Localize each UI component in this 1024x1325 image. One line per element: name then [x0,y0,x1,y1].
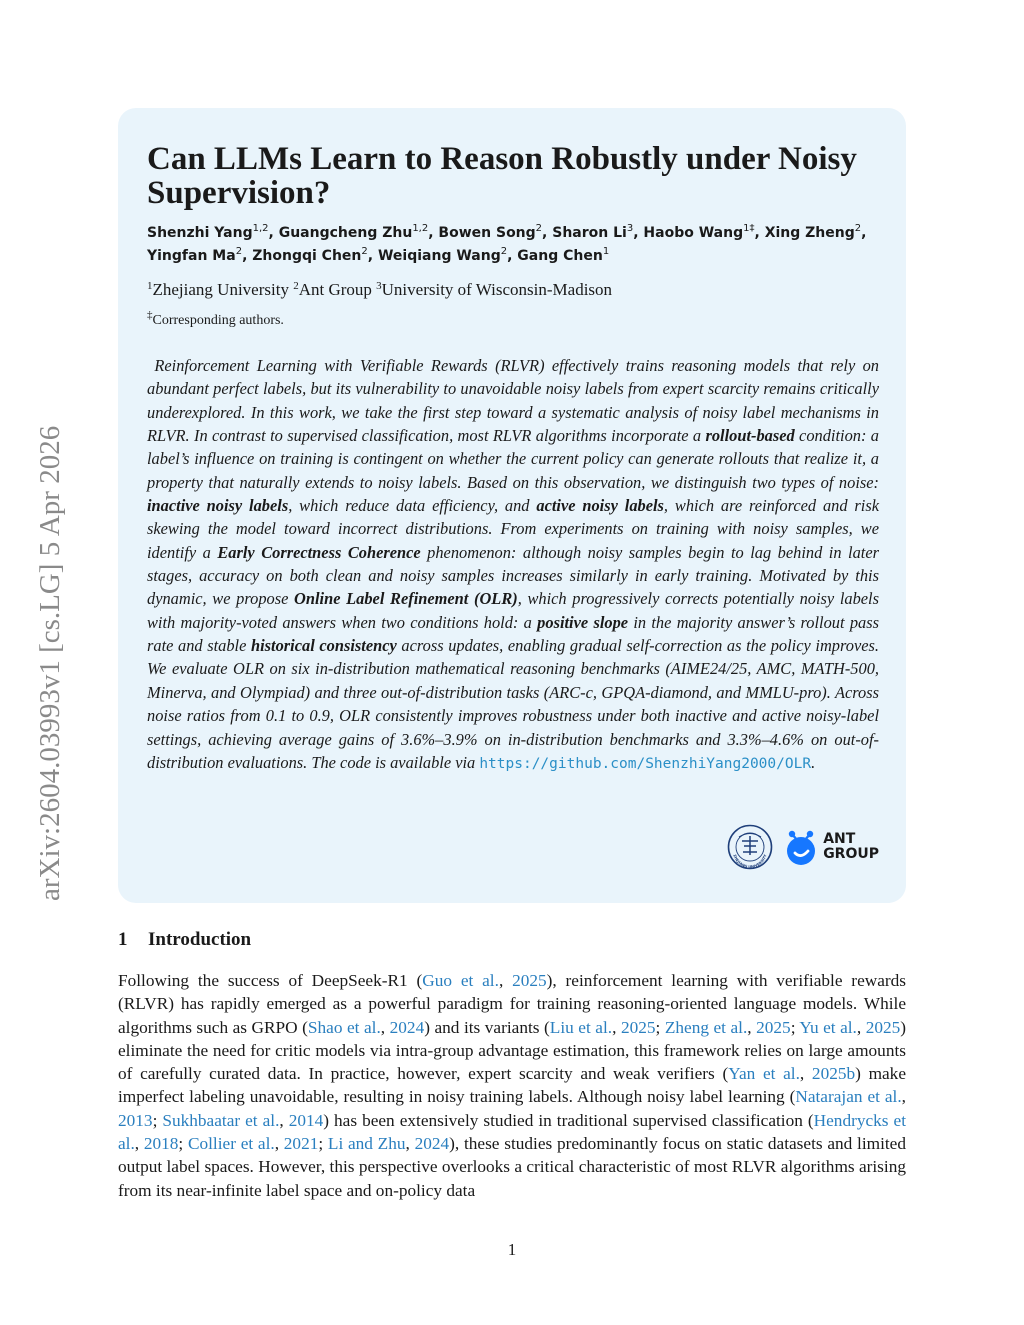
section-title: Introduction [148,929,252,950]
ant-logo-body [787,837,815,865]
citation-link[interactable]: 2025 [512,971,547,990]
body-text: , [279,1110,289,1130]
citation-link[interactable]: Yan et al. [728,1064,800,1084]
author-affil-mark: 2 [854,223,862,234]
title-abstract-card [118,108,906,903]
author-affil-mark: 2 [500,246,508,257]
abstract-text: , which reduce data efficiency, and [288,496,537,516]
body-text: ), reinforcement learning with verifiable rewards (RLVR) has rapidly emerged as a powerful paradigm for training reasoning-oriented language models. While algorithms such as GRPO ( [118,971,907,1037]
body-text: ), these studies predominantly focus on static datasets and limited output label spaces. However, this perspective overlooks a critical characteristic of most RLVR algorithms arising from its near-infinite label space and on-policy data [118,1134,906,1200]
citation-link[interactable]: Sukhbaatar et al. [162,1110,280,1130]
citation-link[interactable]: 2021 [283,1134,319,1154]
citation-link[interactable]: 2014 [288,1110,324,1130]
abstract-text: , which progressively corrects potentially noisy labels with majority-voted answers when two conditions hold: a [147,589,879,632]
citation-link[interactable]: Zheng et al. [664,1017,748,1037]
institution-logos [727,824,879,870]
citation-link[interactable]: 2013 [118,1110,153,1130]
author-affil-mark: 2 [235,246,243,257]
citation-link[interactable]: Shao et al. [307,1017,381,1037]
citation-link[interactable]: 2025 [620,1017,656,1037]
author-affil-mark: 1 [602,246,610,257]
abstract-text: , which are reinforced and risk skewing the model toward incorrect distributions. From experiments on training with noisy samples, we identify a [147,496,879,562]
abstract-emphasis: active noisy labels [536,496,664,516]
citation-link[interactable]: 2025 [756,1017,791,1037]
ant-wordmark-line: ANT [823,831,856,847]
corresponding-text: Corresponding authors. [152,313,284,328]
body-text: ; [152,1110,163,1130]
author-name: Shenzhi Yang [147,225,253,241]
author-affil-mark: 1,2 [252,223,269,234]
citation-link[interactable]: 2018 [143,1134,179,1154]
arxiv-identifier: arXiv:2604.03993v1 [cs.LG] 5 Apr 2026 [34,425,66,901]
affil-name: University of Wisconsin-Madison [381,280,613,299]
author-name: Yingfan Ma [147,248,236,264]
body-text: Following the success of DeepSeek-R1 ( [118,971,423,990]
citation-link[interactable]: Liu et al. [549,1017,613,1037]
page-number: 1 [507,1240,517,1259]
body-text: , [134,1134,144,1154]
abstract-text: across updates, enabling gradual self-correction as the policy improves. We evaluate OLR on six in-distribution mathematical reasoning benchmarks (AIME24/25, AMC, MATH-500, Minerva, and Olympiad) and three out-of-distribution tasks (ARC-c, GPQA-diamond, and MMLU-pro). Across noise ratios from 0.1 to 0.9, OLR consistently improves robustness under both inactive and active noisy-label settings, achieving average gains of 3.6%–3.9% on in-distribution benchmarks and 3.3%–4.6% on out-of-distribution evaluations. The code is available via [147,636,879,772]
affil-name: Zhejiang University [152,280,289,299]
affil-number: 3 [376,280,382,292]
citation-link[interactable]: 2025 [865,1017,901,1037]
body-text: ) and its variants ( [424,1017,550,1037]
body-text: , [380,1017,390,1037]
author-name: Zhongqi Chen [252,248,362,264]
affil-number: 2 [293,280,299,292]
author-name: Xing Zheng [764,225,855,241]
author-name: Guangcheng Zhu [278,225,413,241]
author-affil-mark: 3 [626,223,634,234]
author-affil-mark: 1‡ [743,223,755,234]
body-text: ; [790,1017,800,1037]
ant-group-wordmark [823,832,879,862]
body-text: , [612,1017,621,1037]
ant-group-logo-icon [783,828,819,866]
citation-link[interactable]: Collier et al. [187,1134,275,1154]
body-text: , [405,1134,415,1154]
body-text: ; [318,1134,328,1154]
author-affil-mark: 2 [535,223,543,234]
body-text: , [799,1064,812,1084]
body-text: ; [655,1017,665,1037]
author-name: Gang Chen [517,248,603,264]
abstract-text: . [811,752,816,772]
author-affil-mark: 2 [361,246,368,257]
abstract-emphasis: historical consistency [251,636,397,656]
citation-link[interactable]: 2024 [414,1134,450,1154]
affil-number: 1 [147,280,153,292]
ant-wordmark-line: GROUP [823,846,879,862]
author-name: Haobo Wang [643,225,744,241]
citation-link[interactable]: 2025b [811,1064,856,1084]
author-list: Shenzhi Yang$^{1,2}$, Guangcheng Zhu$^{1,2}$, Bowen Song$^2$, Sharon Li$^3$, Haobo Wang$^{1\ddagger}$, Xing Zheng$^2$, Yingfan Ma$^2$, Zhongqi Chen$^2$, Weiqiang Wang$^2$, Gang Chen$^1$ [147,223,867,264]
abstract-emphasis: rollout-based [705,426,795,446]
citation-link[interactable]: Natarajan et al. [795,1087,902,1107]
affiliations [147,279,879,301]
author-name: Weiqiang Wang [377,248,501,264]
author-name: Bowen Song [438,225,536,241]
citation-link[interactable]: Li and Zhu [327,1134,406,1154]
section-number: 1 [118,929,128,950]
citation-link[interactable]: Yu et al. [799,1017,857,1037]
author-affil-mark: 1,2 [412,223,429,234]
abstract-emphasis: positive slope [537,612,629,632]
body-text: , [856,1017,866,1037]
corresponding-note [147,311,879,331]
body-text: ; [178,1134,188,1154]
abstract-text: condition: a label’s influence on training is contingent on whether the current policy can generate rollouts that realize it, a property that naturally extends to noisy labels. Based on this observation, we distinguish two types of noise: [147,426,879,492]
abstract-text: in the majority answer’s rollout pass rate and stable [147,612,879,656]
abstract-emphasis: Online Label Refinement (OLR) [294,589,518,609]
abstract-emphasis: inactive noisy labels [147,496,289,516]
affil-name: Ant Group [298,280,372,299]
body-text: , [901,1087,906,1107]
section-heading [118,928,251,952]
citation-link[interactable]: 2024 [389,1017,425,1037]
abstract [147,354,879,776]
paper-title: Can LLMs Learn to Reason Robustly under Noisy Supervision? [147,141,857,211]
body-text: , [274,1134,284,1154]
zju-seal-logo [727,824,773,870]
author-name: Sharon Li [552,225,627,241]
zju-seal-label: ZHEJIANG UNIVERSITY [732,854,768,870]
citation-link[interactable]: Hendrycks et al. [118,1110,906,1154]
code-link[interactable]: https://github.com/ShenzhiYang2000/OLR [479,755,812,772]
body-text: , [747,1017,757,1037]
abstract-emphasis: Early Correctness Coherence [217,542,421,562]
introduction-paragraph [118,969,906,1202]
body-text: ) has been extensively studied in traditional supervised classification ( [323,1110,814,1130]
body-text: ) make imperfect labeling unavoidable, resulting in noisy training labels. Although noisy label learning ( [118,1064,906,1107]
citation-link[interactable]: Guo et al. [422,971,499,990]
body-text: ) eliminate the need for critic models via intra-group advantage estimation, this framework relies on large amounts of carefully curated data. In practice, however, expert scarcity and weak verifiers ( [118,1017,907,1084]
body-text: , [498,971,513,990]
abstract-text: Reinforcement Learning with Verifiable Rewards (RLVR) effectively trains reasoning models that rely on abundant perfect labels, but its vulnerability to unavoidable noisy labels from expert scarcity remains critically underexplored. In this work, we take the first step toward a systematic analysis of noisy label mechanisms in RLVR. In contrast to supervised classification, most RLVR algorithms incorporate a [147,356,879,446]
abstract-text: phenomenon: although noisy samples begin to lag behind in later stages, accuracy on both clean and noisy samples increases similarly in early training. Motivated by this dynamic, we propose [147,542,879,609]
corresponding-mark: ‡ [147,309,153,321]
